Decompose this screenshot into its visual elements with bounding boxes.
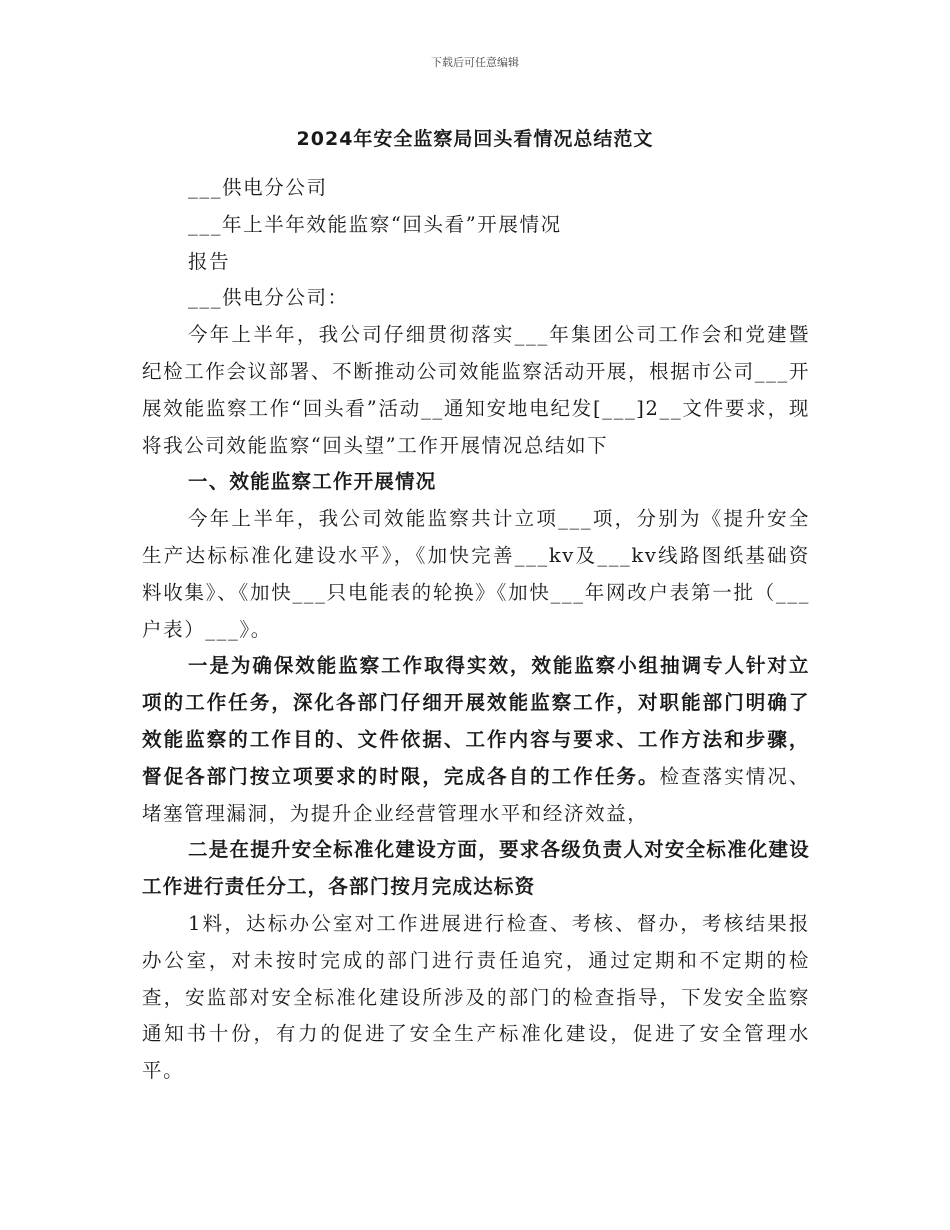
point1-rest-text: 检查落实情况、堵塞管理漏洞，为提升企业经营管理水平和经济效益， bbox=[142, 764, 810, 825]
header-note: 下载后可任意编辑 bbox=[431, 56, 519, 69]
point2-paragraph: 二是在提升安全标准化建设方面，要求各级负责人对安全标准化建设工作进行责任分工，各部门按月完成达标资 bbox=[142, 838, 810, 899]
salutation-line: ___供电分公司： bbox=[188, 286, 349, 310]
org-line: ___供电分公司 bbox=[188, 176, 328, 199]
report-line: 报告 bbox=[188, 249, 231, 273]
point1-paragraph bbox=[142, 648, 810, 832]
section-heading: 一、效能监察工作开展情况 bbox=[188, 470, 437, 494]
intro-paragraph: 今年上半年，我公司仔细贯彻落实___年集团公司工作会和党建暨纪检工作会议部署、不断推动公司效能监察活动开展，根据市公司___开展效能监察工作“回头看”活动__通知安地电纪发[___]2__文件要求，现将我公司效能监察“回头望”工作开展情况总结如下 bbox=[142, 323, 810, 457]
document-body bbox=[142, 170, 810, 1090]
subtitle-line: ___年上半年效能监察“回头看”开展情况 bbox=[188, 212, 562, 236]
point1-bold-text: 一是为确保效能监察工作取得实效，效能监察小组抽调专人针对立项的工作任务，深化各部门仔细开展效能监察工作，对职能部门明确了效能监察的工作目的、文件依据、工作内容与要求、工作方法和步骤，督促各部门按立项要求的时限，完成各自的工作任务。 bbox=[142, 654, 810, 788]
point2-continuation: 1料，达标办公室对工作进展进行检查、考核、督办，考核结果报办公室，对未按时完成的部门进行责任追究，通过定期和不定期的检查，安监部对安全标准化建设所涉及的部门的检查指导，下发安全监察通知书十份，有力的促进了安全生产标准化建设，促进了安全管理水平。 bbox=[142, 911, 810, 1083]
page-title: 2024年安全监察局回头看情况总结范文 bbox=[296, 128, 654, 150]
projects-paragraph: 今年上半年，我公司效能监察共计立项___项，分别为《提升安全生产达标标准化建设水平》，《加快完善___kv及___kv线路图纸基础资料收集》、《加快___只电能表的轮换》《加快___年网改户表第一批（___户表）___》。 bbox=[142, 507, 810, 641]
